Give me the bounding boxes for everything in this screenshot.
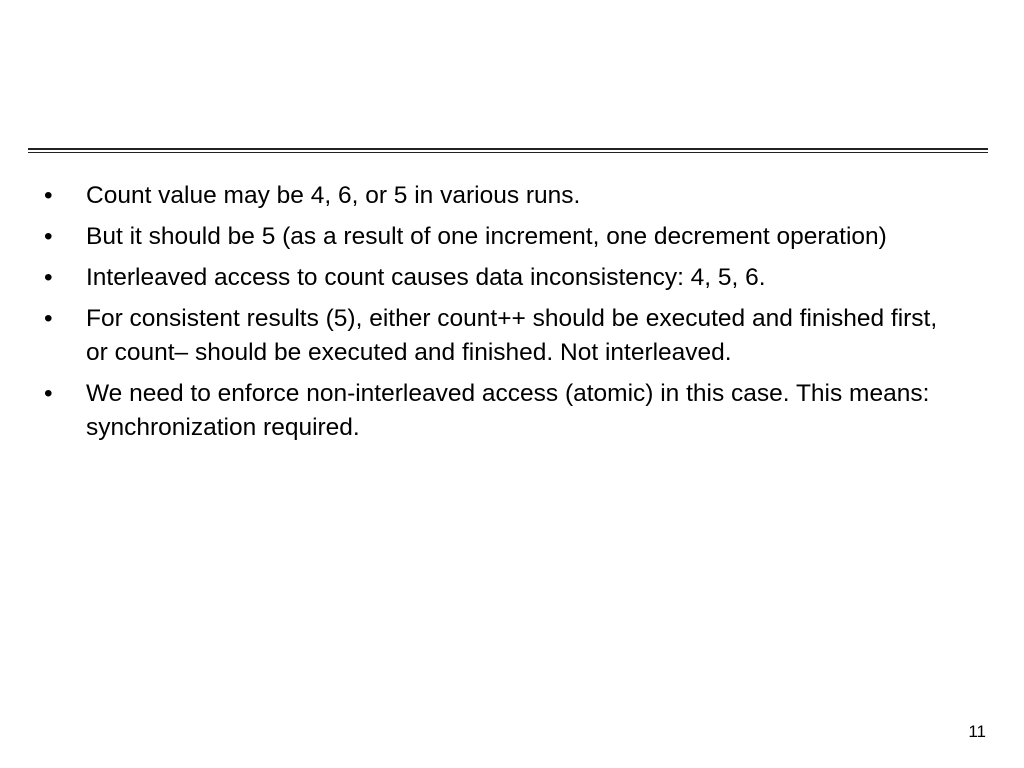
bullet-icon: • bbox=[44, 264, 53, 291]
bullet-icon: • bbox=[44, 305, 53, 332]
bullet-item bbox=[0, 302, 1000, 370]
bullet-list bbox=[0, 179, 1000, 452]
bullet-text: But it should be 5 (as a result of one increment, one decrement operation) bbox=[86, 223, 887, 250]
bullet-text: We need to enforce non-interleaved access (atomic) in this case. This means: synchronization required. bbox=[86, 380, 930, 441]
page-number: 11 bbox=[968, 722, 986, 741]
bullet-text: For consistent results (5), either count++ should be executed and finished first, or count– should be executed and finished. Not interleaved. bbox=[86, 305, 938, 366]
title-divider-line-secondary bbox=[28, 152, 988, 153]
bullet-item bbox=[0, 261, 1000, 295]
bullet-item bbox=[0, 179, 1000, 213]
bullet-item bbox=[0, 377, 1000, 445]
bullet-icon: • bbox=[44, 182, 53, 209]
bullet-item bbox=[0, 220, 1000, 254]
bullet-icon: • bbox=[44, 223, 53, 250]
bullet-text: Interleaved access to count causes data inconsistency: 4, 5, 6. bbox=[86, 264, 766, 291]
bullet-icon: • bbox=[44, 380, 53, 407]
bullet-text: Count value may be 4, 6, or 5 in various runs. bbox=[86, 182, 581, 209]
title-divider-line bbox=[28, 148, 988, 150]
